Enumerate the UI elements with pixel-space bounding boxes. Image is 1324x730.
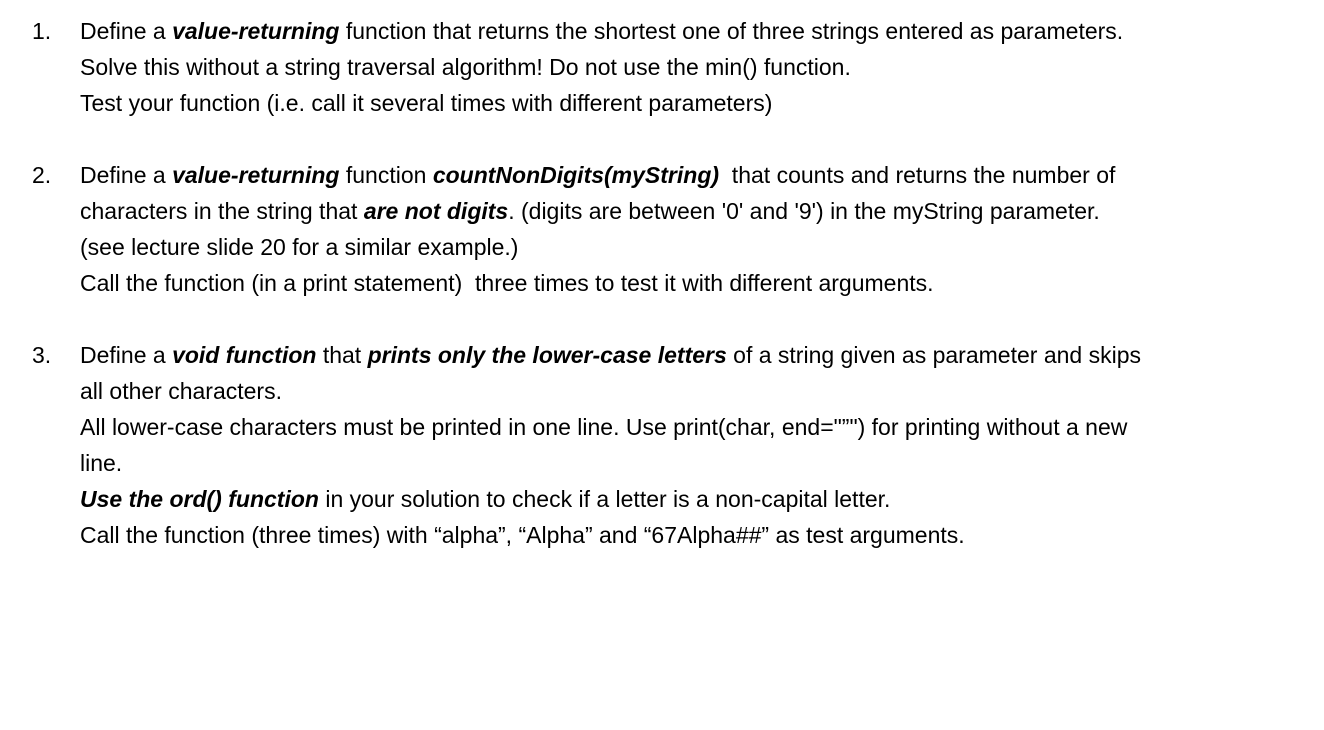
item-line xyxy=(80,13,1324,49)
item-line: Call the function (three times) with “alpha”, “Alpha” and “67Alpha##” as test arguments. xyxy=(80,522,965,548)
text-run: Define a xyxy=(80,18,173,44)
text-run: function that returns the shortest one of three strings entered as parameters. xyxy=(339,18,1124,44)
item-line xyxy=(80,481,1324,517)
list-number: 3. xyxy=(32,342,52,368)
emphasis-text: prints only the lower-case letters xyxy=(367,342,727,368)
item-line: All lower-case characters must be printed in one line. Use print(char, end="”") for printing without a new xyxy=(80,414,1128,440)
list-number: 1. xyxy=(32,18,52,44)
item-line: (see lecture slide 20 for a similar example.) xyxy=(80,234,519,260)
item-line xyxy=(80,157,1324,193)
text-run: . (digits are between '0' and '9') in the myString parameter. xyxy=(508,198,1100,224)
text-run: that xyxy=(316,342,368,368)
item-line: line. xyxy=(80,450,123,476)
text-run: Define a xyxy=(80,162,173,188)
text-run: that counts and returns the number of xyxy=(719,162,1116,188)
list-item xyxy=(0,337,1324,553)
document-body xyxy=(0,13,1324,589)
text-run: Define a xyxy=(80,342,173,368)
text-run: of a string given as parameter and skips xyxy=(726,342,1141,368)
item-line xyxy=(80,193,1324,229)
emphasis-text: void function xyxy=(172,342,317,368)
text-run: function xyxy=(339,162,433,188)
emphasis-text: value-returning xyxy=(172,18,340,44)
item-line: Test your function (i.e. call it several times with different parameters) xyxy=(80,90,773,116)
list-number: 2. xyxy=(32,162,52,188)
list-item xyxy=(0,157,1324,301)
text-run: characters in the string that xyxy=(80,198,364,224)
item-line xyxy=(80,337,1324,373)
function-signature: countNonDigits(myString) xyxy=(432,162,720,188)
text-run: in your solution to check if a letter is a non-capital letter. xyxy=(318,486,891,512)
list-item xyxy=(0,13,1324,121)
emphasis-text: value-returning xyxy=(172,162,340,188)
item-line: Call the function (in a print statement) three times to test it with different arguments. xyxy=(80,270,934,296)
emphasis-text: Use the ord() function xyxy=(80,486,319,512)
item-line: all other characters. xyxy=(80,378,282,404)
emphasis-text: are not digits xyxy=(363,198,509,224)
item-line: Solve this without a string traversal algorithm! Do not use the min() function. xyxy=(80,54,851,80)
